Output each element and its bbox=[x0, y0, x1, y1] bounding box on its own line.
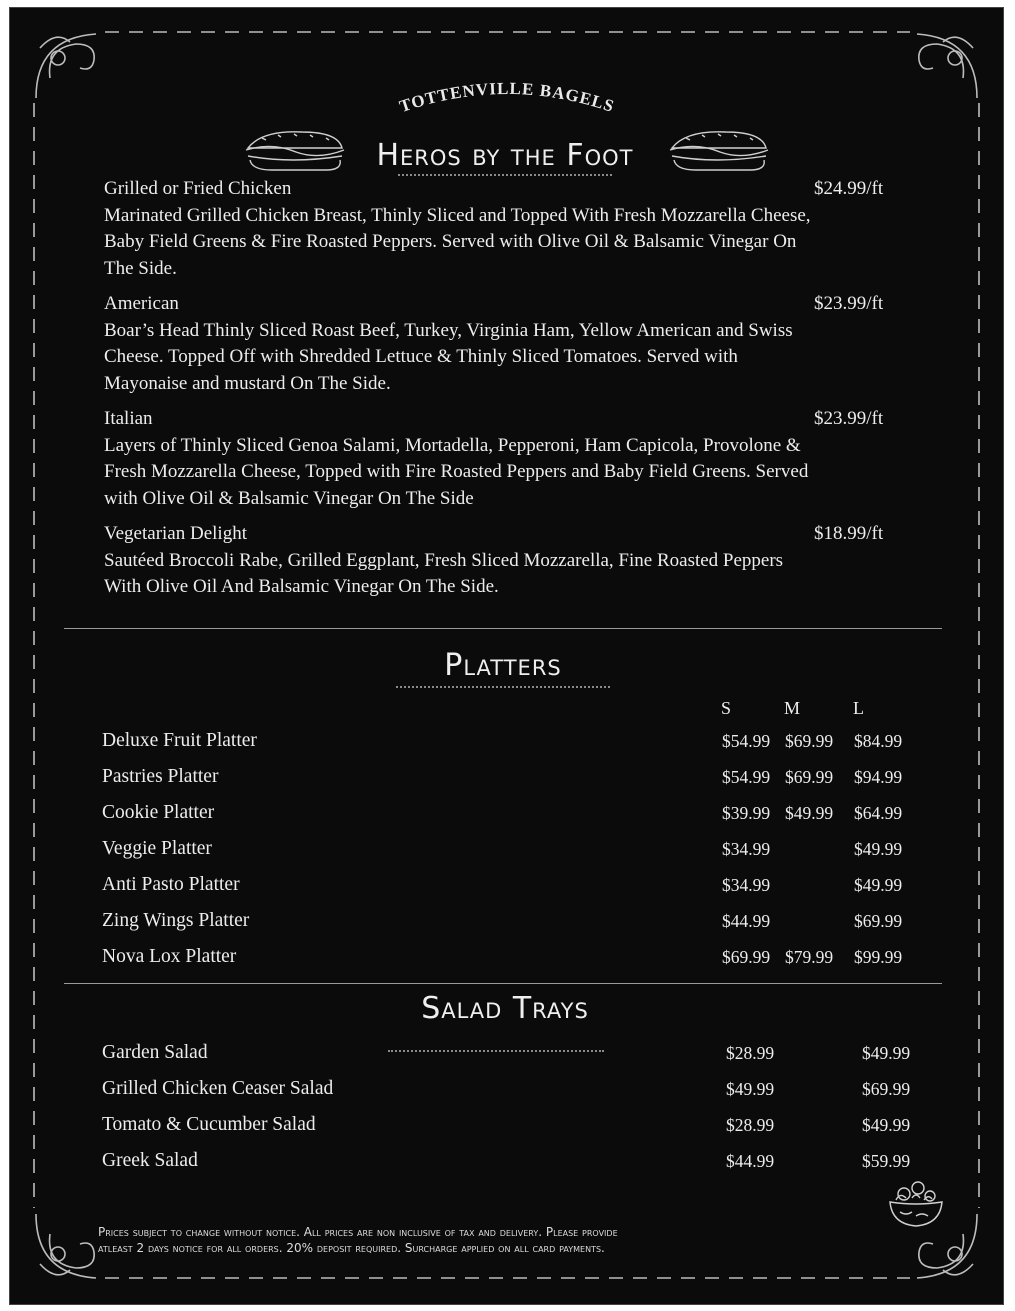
price-small: $34.99 bbox=[722, 839, 771, 859]
platter-row bbox=[102, 730, 932, 760]
price-medium: $69.99 bbox=[785, 767, 834, 787]
price-large: $64.99 bbox=[854, 803, 903, 823]
price-large: $49.99 bbox=[862, 1115, 911, 1135]
salad-name: Greek Salad bbox=[102, 1150, 198, 1171]
price-large: $49.99 bbox=[854, 875, 903, 895]
hero-price: $23.99/ft bbox=[814, 408, 884, 429]
hero-item bbox=[104, 291, 904, 397]
price-small: $28.99 bbox=[726, 1043, 775, 1063]
price-large: $69.99 bbox=[854, 911, 903, 931]
salad-row bbox=[102, 1150, 932, 1180]
price-small: $28.99 bbox=[726, 1115, 775, 1135]
platter-row bbox=[102, 946, 932, 976]
salad-row bbox=[102, 1114, 932, 1144]
footer-line: Prices subject to change without notice. All prices are non inclusive of tax and delivery. Please provide bbox=[98, 1225, 618, 1239]
hero-name: American bbox=[104, 293, 179, 314]
salad-name: Grilled Chicken Ceaser Salad bbox=[102, 1078, 334, 1099]
hero-description: Boar’s Head Thinly Sliced Roast Beef, Turkey, Virginia Ham, Yellow American and Swiss Cheese. Topped Off with Shredded Lettuce & Thinly Sliced Tomatoes. Served with Mayonaise and mustard On The Side. bbox=[104, 319, 793, 394]
platters-title: Platters bbox=[444, 648, 562, 683]
price-large: $49.99 bbox=[854, 839, 903, 859]
brand-logo bbox=[10, 74, 1003, 118]
hero-name: Italian bbox=[104, 408, 153, 429]
price-large: $84.99 bbox=[854, 731, 903, 751]
price-small: $34.99 bbox=[722, 875, 771, 895]
size-header-m: M bbox=[784, 698, 801, 718]
price-large: $59.99 bbox=[862, 1151, 911, 1171]
menu-sheet bbox=[10, 8, 1003, 1304]
hero-price: $23.99/ft bbox=[814, 293, 884, 314]
hero-price: $18.99/ft bbox=[814, 523, 884, 544]
salad-name: Garden Salad bbox=[102, 1042, 208, 1063]
hero-name: Grilled or Fried Chicken bbox=[104, 178, 292, 199]
price-small: $54.99 bbox=[722, 767, 771, 787]
platter-name: Zing Wings Platter bbox=[102, 910, 250, 931]
platter-name: Nova Lox Platter bbox=[102, 946, 237, 967]
sandwich-icon bbox=[242, 126, 348, 174]
salad-name: Tomato & Cucumber Salad bbox=[102, 1114, 316, 1135]
salad-row bbox=[102, 1078, 932, 1108]
platter-row bbox=[102, 802, 932, 832]
price-small: $39.99 bbox=[722, 803, 771, 823]
size-header-l: L bbox=[853, 698, 864, 718]
price-large: $94.99 bbox=[854, 767, 903, 787]
price-medium: $79.99 bbox=[785, 947, 834, 967]
footer-note bbox=[98, 1224, 898, 1256]
salad-bowl-icon bbox=[886, 1176, 946, 1228]
platter-row bbox=[102, 766, 932, 796]
price-small: $49.99 bbox=[726, 1079, 775, 1099]
section-divider bbox=[64, 983, 942, 984]
platter-row bbox=[102, 910, 932, 940]
hero-description: Marinated Grilled Chicken Breast, Thinly Sliced and Topped With Fresh Mozzarella Cheese, Baby Field Greens & Fire Roasted Peppers. Served with Olive Oil & Balsamic Vinegar On The Side. bbox=[104, 204, 811, 279]
section-divider bbox=[64, 628, 942, 629]
platter-row bbox=[102, 838, 932, 868]
platter-name: Deluxe Fruit Platter bbox=[102, 730, 257, 751]
platter-name: Anti Pasto Platter bbox=[102, 874, 240, 895]
salad-row bbox=[102, 1042, 932, 1072]
hero-price: $24.99/ft bbox=[814, 178, 884, 199]
price-small: $69.99 bbox=[722, 947, 771, 967]
price-large: $69.99 bbox=[862, 1079, 911, 1099]
price-large: $99.99 bbox=[854, 947, 903, 967]
price-small: $44.99 bbox=[726, 1151, 775, 1171]
size-header-s: S bbox=[721, 698, 732, 718]
platter-name: Pastries Platter bbox=[102, 766, 219, 787]
price-medium: $49.99 bbox=[785, 803, 834, 823]
price-small: $44.99 bbox=[722, 911, 771, 931]
svg-text:TOTTENVILLE BAGELS: TOTTENVILLE BAGELS bbox=[396, 78, 617, 117]
hero-description: Layers of Thinly Sliced Genoa Salami, Mortadella, Pepperoni, Ham Capicola, Provolone & Fresh Mozzarella Cheese, Topped with Fire Roasted Peppers and Baby Field Greens. Served with Olive Oil & Balsamic Vinegar On The Side bbox=[104, 434, 809, 509]
title-underline bbox=[396, 686, 610, 688]
hero-item bbox=[104, 176, 904, 282]
sandwich-icon bbox=[666, 126, 772, 174]
hero-item bbox=[104, 406, 904, 512]
footer-line: atleast 2 days notice for all orders. 20% deposit required. Surcharge applied on all card payments. bbox=[98, 1241, 605, 1255]
price-medium: $69.99 bbox=[785, 731, 834, 751]
salad-trays-title: Salad Trays bbox=[421, 991, 589, 1026]
hero-name: Vegetarian Delight bbox=[104, 523, 247, 544]
price-small: $54.99 bbox=[722, 731, 771, 751]
hero-description: Sautéed Broccoli Rabe, Grilled Eggplant, Fresh Sliced Mozzarella, Fine Roasted Peppers With Olive Oil And Balsamic Vinegar On The Side. bbox=[104, 549, 784, 597]
platter-name: Veggie Platter bbox=[102, 838, 212, 859]
heros-title: Heros by the Foot bbox=[376, 138, 634, 173]
price-large: $49.99 bbox=[862, 1043, 911, 1063]
platter-row bbox=[102, 874, 932, 904]
corner-flourish-bottom-left bbox=[36, 1214, 96, 1278]
platter-name: Cookie Platter bbox=[102, 802, 215, 823]
hero-item bbox=[104, 521, 904, 601]
